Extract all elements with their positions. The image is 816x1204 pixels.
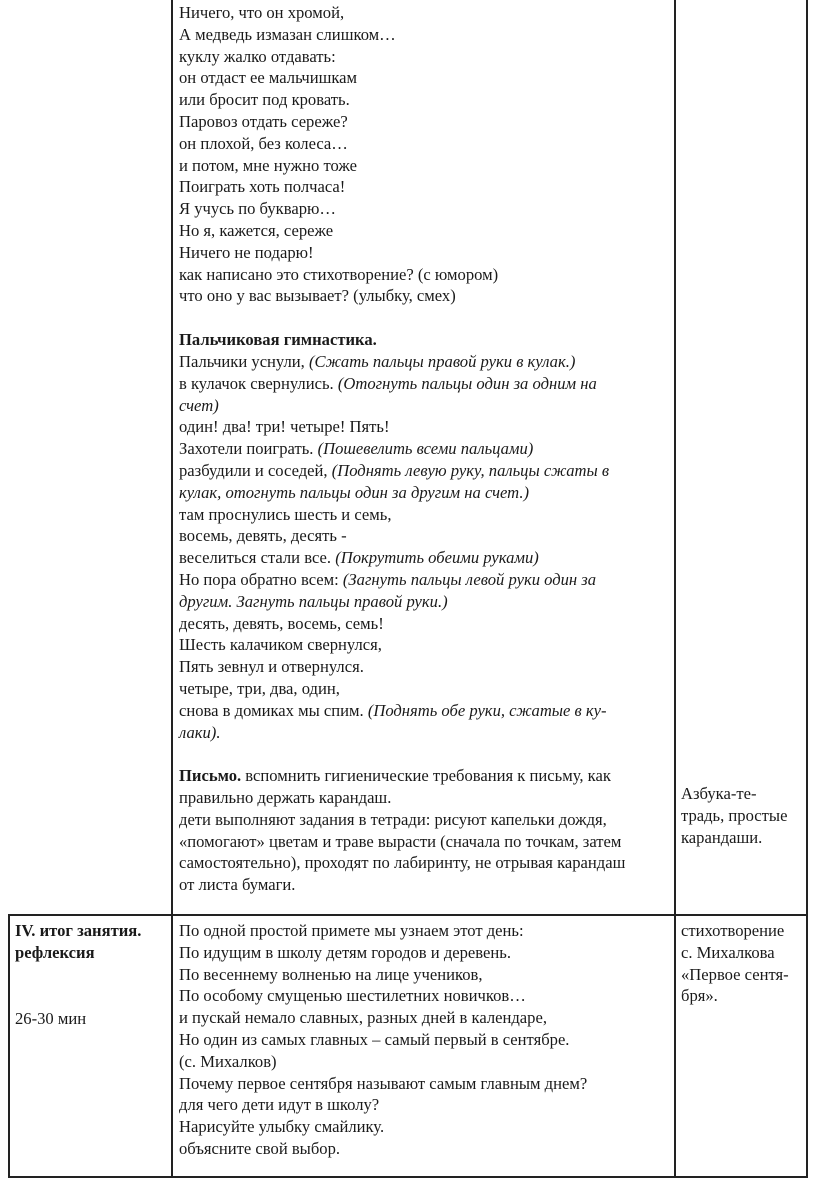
gymnastics-block <box>179 351 671 743</box>
gymnastics-text: там проснулись шесть и семь, <box>179 504 392 524</box>
poem-line: Ничего, что он хромой, <box>179 3 345 22</box>
column-divider-1 <box>171 0 173 1178</box>
gymnastics-text: разбудили и соседей, <box>179 460 332 480</box>
gymnastics-text: Пальчики уснули, <box>179 351 309 371</box>
gymnastics-line <box>179 678 671 700</box>
writing-line: вспомнить гигиенические требования к письму, как <box>241 766 611 786</box>
table-border-left <box>8 914 10 1178</box>
gymnastics-text: Но пора обратно всем: <box>179 569 343 589</box>
gymnastics-text: десять, девять, восемь, семь! <box>179 613 384 633</box>
materials-line: с. Михалкова <box>681 942 775 962</box>
poem-line: он отдаст ее мальчишкам <box>179 68 358 88</box>
writing-heading: Письмо. <box>179 766 242 786</box>
writing-line: самостоятельно), проходят по лабиринту, не отрывая карандаш <box>179 853 626 873</box>
column-divider-2 <box>674 0 676 1178</box>
gymnastics-instruction: (Сжать пальцы правой руки в кулак.) <box>308 351 576 371</box>
poem-line: или бросит под кровать. <box>179 90 350 110</box>
writing-block <box>179 765 671 896</box>
gymnastics-line <box>179 351 671 373</box>
question-line: что оно у вас вызывает? (улыбку, смех) <box>179 286 456 306</box>
stage-time: 26-30 мин <box>15 1008 87 1028</box>
row2-stage-cell <box>15 920 169 1029</box>
writing-line: от листа бумаги. <box>179 875 296 895</box>
gymnastics-line <box>179 591 671 613</box>
poem-line: Ничего не подарю! <box>179 242 314 262</box>
gymnastics-line <box>179 547 671 569</box>
gymnastics-line <box>179 634 671 656</box>
stage-title: рефлексия <box>15 942 95 962</box>
gymnastics-text: снова в домиках мы спим. <box>179 700 368 720</box>
writing-line: дети выполняют задания в тетради: рисуют капельки дождя, <box>179 809 607 829</box>
content-line: По особому смущенью шестилетних новичков… <box>179 986 526 1006</box>
question-line: как написано это стихотворение? (с юмором) <box>179 264 499 284</box>
poem-line: Поиграть хоть полчаса! <box>179 177 346 197</box>
gymnastics-line <box>179 613 671 635</box>
gymnastics-instruction: (Покрутить обеими руками) <box>335 548 539 568</box>
table-border-bottom <box>8 1176 808 1178</box>
lesson-table <box>8 0 808 1178</box>
gymnastics-text: четыре, три, два, один, <box>179 678 340 698</box>
gymnastics-instruction: (Поднять обе руки, сжатые в ку- <box>367 700 607 720</box>
stage-title: IV. итог занятия. <box>15 921 142 940</box>
gymnastics-instruction: счет) <box>179 395 219 415</box>
materials-line: карандаши. <box>681 827 763 847</box>
gymnastics-text: Захотели поиграть. <box>179 439 318 459</box>
gymnastics-line <box>179 395 671 417</box>
gymnastics-instruction: лаки). <box>179 722 221 742</box>
gymnastics-line <box>179 482 671 504</box>
content-line: По весеннему волненью на лице учеников, <box>179 964 483 984</box>
content-line: для чего дети идут в школу? <box>179 1095 380 1115</box>
gymnastics-text: Пять зевнул и отвернулся. <box>179 657 364 677</box>
writing-line: правильно держать карандаш. <box>179 788 392 808</box>
poem-block <box>179 2 671 307</box>
content-line: Нарисуйте улыбку смайлику. <box>179 1117 385 1137</box>
materials-line: «Первое сентя- <box>681 964 789 984</box>
content-line: и пускай немало славных, разных дней в календаре, <box>179 1008 547 1028</box>
materials-line: стихотворение <box>681 921 785 940</box>
materials-line: традь, простые <box>681 805 788 825</box>
gymnastics-text: один! два! три! четыре! Пять! <box>179 417 390 437</box>
row2-materials-cell <box>681 920 805 1007</box>
gymnastics-line <box>179 700 671 722</box>
gymnastics-instruction: (Отогнуть пальцы один за одним на <box>337 373 597 393</box>
materials-line: бря». <box>681 986 718 1006</box>
content-line: объясните свой выбор. <box>179 1138 341 1158</box>
row1-content-cell <box>179 2 671 896</box>
poem-line: Паровоз отдать сереже? <box>179 111 348 131</box>
gymnastics-text: веселиться стали все. <box>179 548 336 568</box>
content-line: По идущим в школу детям городов и деревень. <box>179 942 511 962</box>
row-divider <box>8 914 808 916</box>
poem-line: А медведь измазан слишком… <box>179 24 396 44</box>
poem-line: Я учусь по букварю… <box>179 199 337 219</box>
writing-line: «помогают» цветам и траве вырасти (сначала по точкам, затем <box>179 831 622 851</box>
gymnastics-text: Шесть калачиком свернулся, <box>179 635 382 655</box>
table-border-right <box>806 0 808 1178</box>
poem-line: куклу жалко отдавать: <box>179 46 336 66</box>
gymnastics-line <box>179 504 671 526</box>
gymnastics-line <box>179 373 671 395</box>
poem-line: и потом, мне нужно тоже <box>179 155 357 175</box>
poem-line: он плохой, без колеса… <box>179 133 348 153</box>
row1-materials-cell <box>681 783 805 848</box>
gymnastics-text: восемь, девять, десять - <box>179 526 347 546</box>
row2-content-cell <box>179 920 671 1160</box>
content-line: По одной простой примете мы узнаем этот день: <box>179 921 524 940</box>
gymnastics-line <box>179 416 671 438</box>
gymnastics-instruction: другим. Загнуть пальцы правой руки.) <box>179 591 448 611</box>
gymnastics-line <box>179 569 671 591</box>
content-line: Почему первое сентября называют самым главным днем? <box>179 1073 588 1093</box>
gymnastics-instruction: кулак, отогнуть пальцы один за другим на счет.) <box>179 482 530 502</box>
gymnastics-instruction: (Загнуть пальцы левой руки один за <box>342 569 597 589</box>
gymnastics-instruction: (Поднять левую руку, пальцы сжаты в <box>331 460 610 480</box>
gymnastics-instruction: (Пошевелить всеми пальцами) <box>317 439 534 459</box>
poem-line: Но я, кажется, сереже <box>179 220 334 240</box>
materials-line: Азбука-те- <box>681 784 757 803</box>
content-line: Но один из самых главных – самый первый в сентябре. <box>179 1029 570 1049</box>
gymnastics-line <box>179 722 671 744</box>
gymnastics-text: в кулачок свернулись. <box>179 373 338 393</box>
gymnastics-heading: Пальчиковая гимнастика. <box>179 330 377 350</box>
gymnastics-line <box>179 438 671 460</box>
gymnastics-line <box>179 525 671 547</box>
gymnastics-line <box>179 656 671 678</box>
content-line: (с. Михалков) <box>179 1051 277 1071</box>
gymnastics-line <box>179 460 671 482</box>
